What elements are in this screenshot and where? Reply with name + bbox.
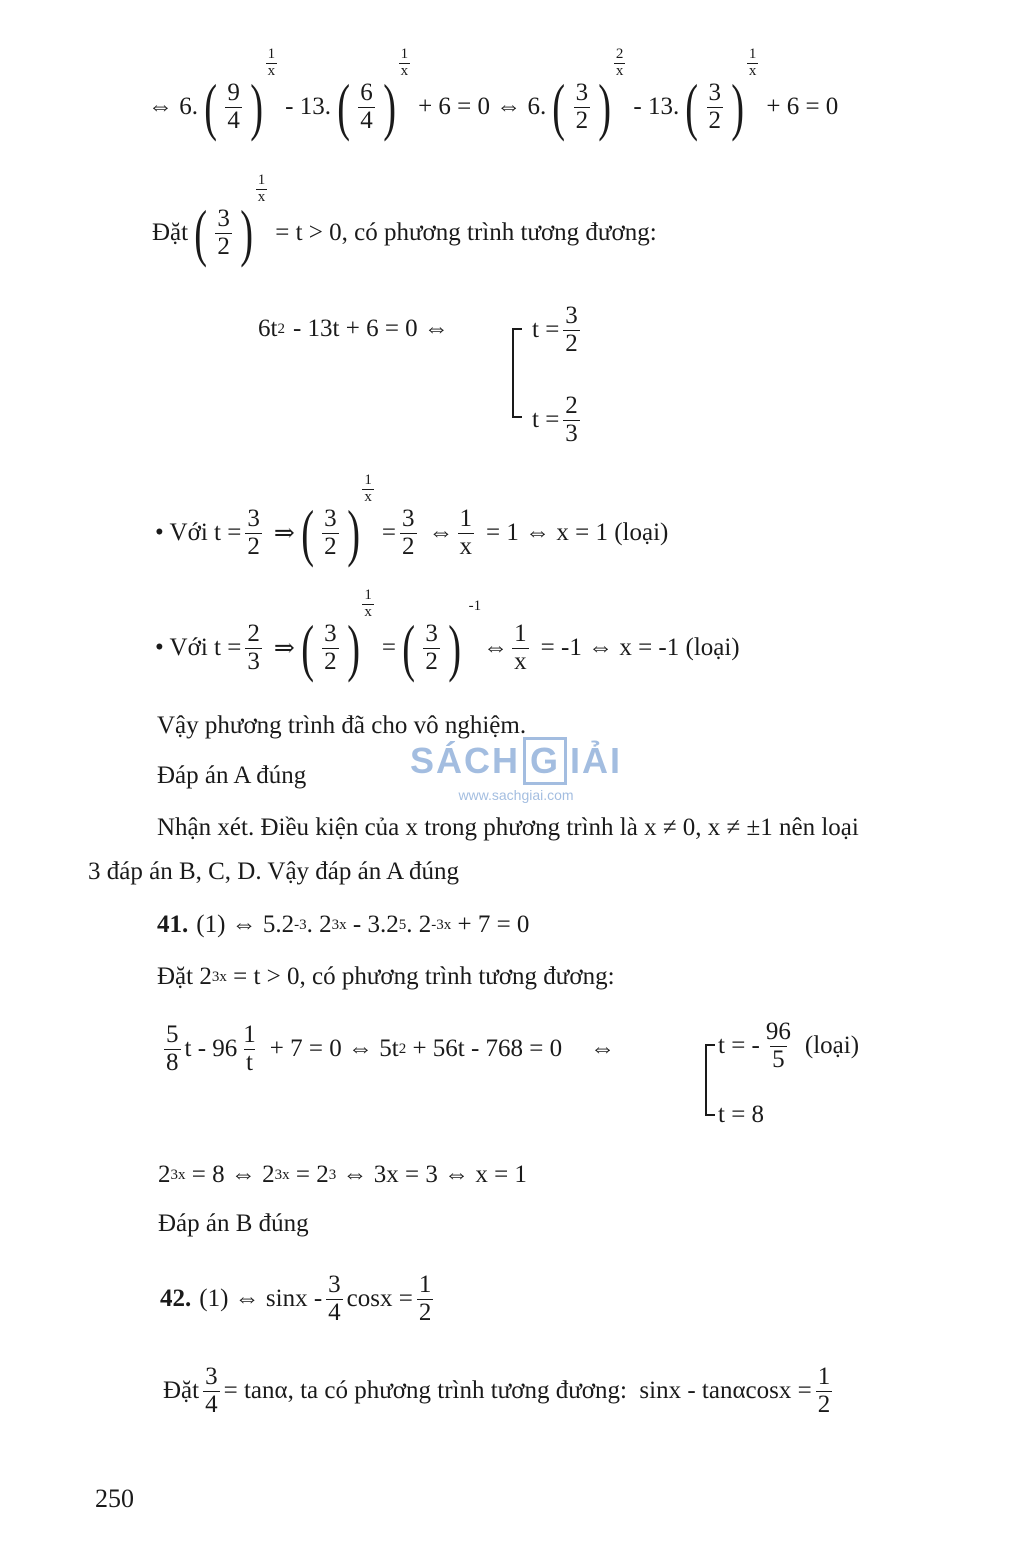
- iff-icon: ⇔: [590, 1035, 616, 1062]
- case2-tail: = -1 ⇔ x = -1 (loại): [540, 634, 740, 661]
- q41-set-a: Đặt 2: [157, 963, 212, 990]
- q41-c: - 3.2: [346, 911, 399, 938]
- q41-sol-a: 2: [158, 1161, 171, 1188]
- q41-f1: $\frac{5}{8}$: [166, 1021, 179, 1076]
- sol1-frac: $\frac{3}{2}$: [565, 302, 578, 357]
- eq1-m1: - 13.: [285, 93, 331, 120]
- q41-m2: + 7 = 0 ⇔ 5t: [269, 1035, 399, 1062]
- power-6-4: ( $\frac{6}{4}$ ) $\frac{1}{x}$: [337, 46, 409, 142]
- q42-b: cosx =: [346, 1285, 413, 1312]
- quad-rest: - 13t + 6 = 0 ⇔: [292, 315, 449, 342]
- q41-substitution: Đặt 2 3x = t > 0, có phương trình tương đương:: [157, 963, 615, 990]
- problem-42-line: [160, 1264, 437, 1334]
- case1-lead: • Với t =: [155, 519, 242, 546]
- q42-substitution: [163, 1356, 836, 1426]
- case1-f3: $\frac{3}{2}$: [402, 505, 415, 560]
- answer-b-text: Đáp án B đúng: [158, 1210, 309, 1237]
- substitution-line: [152, 172, 657, 278]
- case2-lead: • Với t =: [155, 634, 242, 661]
- q41-sol-c: = 2: [289, 1161, 329, 1188]
- power-3-2-b: ( $\frac{3}{2}$ ) $\frac{1}{x}$: [685, 46, 757, 142]
- q41-m1: t - 96: [184, 1035, 238, 1062]
- q41-s1-lead: t = -: [718, 1032, 760, 1059]
- q41-sol-d: ⇔ 3x = 3 ⇔ x = 1: [336, 1161, 527, 1188]
- q42-set-b: = tanα, ta có phương trình tương đương: sinx - tanαcosx =: [223, 1377, 812, 1404]
- quadratic-equation: 6t 2 - 13t + 6 = 0 ⇔: [258, 315, 449, 342]
- sol2-lead: t =: [532, 406, 560, 433]
- case2-f4: $\frac{1}{x}$: [514, 620, 527, 675]
- case1-f4: $\frac{1}{x}$: [459, 505, 473, 560]
- eq1-m2: + 6 = 0 ⇔ 6.: [418, 93, 547, 120]
- answer-a-text: Đáp án A đúng: [157, 762, 307, 789]
- iff-icon: ⇔: [428, 519, 454, 546]
- q42-set-f1: $\frac{3}{4}$: [205, 1363, 218, 1418]
- problem-41-number: 41.: [157, 911, 189, 938]
- case1-tail: = 1 ⇔ x = 1 (loại): [486, 519, 669, 546]
- q41-equation: $\frac{5}{8}$ t - 96 $\frac{1}{t}$ + 7 = 0 ⇔ 5t 2 + 56t - 768 = 0 ⇔: [166, 1021, 616, 1076]
- q42-f2: $\frac{1}{2}$: [418, 1271, 432, 1326]
- q41-s1-frac: $\frac{96}{5}$: [765, 1018, 791, 1073]
- q41-set-b: = t > 0, có phương trình tương đương:: [226, 963, 615, 990]
- q41-solution-1: [718, 1012, 859, 1080]
- set-lead: Đặt: [152, 219, 189, 246]
- problem-41-line: 41. (1) ⇔ 5.2 -3 . 2 3x - 3.2 5 . 2 -3x + 7 = 0: [157, 911, 530, 938]
- q41-solution-2: t = 8: [718, 1101, 765, 1128]
- case1-eq: =: [381, 519, 397, 546]
- power-3-2-set: ( $\frac{3}{2}$ ) $\frac{1}{x}$: [194, 172, 266, 268]
- power-3-2-a: ( $\frac{3}{2}$ ) $\frac{2}{x}$: [552, 46, 624, 142]
- q41-f2: $\frac{1}{t}$: [243, 1021, 256, 1076]
- solution-bracket-1: [512, 328, 514, 418]
- q42-set-a: Đặt: [163, 1377, 200, 1404]
- set-tail: = t > 0, có phương trình tương đương:: [275, 219, 657, 246]
- page-number: 250: [95, 1484, 134, 1513]
- q41-m3: + 56t - 768 = 0: [406, 1035, 563, 1062]
- case1-f1: $\frac{3}{2}$: [247, 505, 260, 560]
- case2-power-neg: ( $\frac{3}{2}$ ) -1: [402, 598, 482, 683]
- q42-f1: $\frac{3}{4}$: [328, 1271, 341, 1326]
- case2-f1: $\frac{2}{3}$: [247, 620, 260, 675]
- solution-bracket-2: [705, 1044, 707, 1116]
- q41-e: + 7 = 0: [451, 911, 530, 938]
- implies-icon: ⇒: [273, 520, 295, 547]
- q42-set-f2: $\frac{1}{2}$: [817, 1363, 831, 1418]
- q41-final: 2 3x = 8 ⇔ 2 3x = 2 3 ⇔ 3x = 3 ⇔ x = 1: [158, 1161, 527, 1188]
- eq1-m3: - 13.: [633, 93, 680, 120]
- problem-42-number: 42.: [160, 1285, 192, 1312]
- case2-eq: =: [381, 634, 397, 661]
- case1-power: ( $\frac{3}{2}$ ) $\frac{1}{x}$: [301, 472, 372, 568]
- remark-text-1: Nhận xét. Điều kiện của x trong phương trình là x ≠ 0, x ≠ ±1 nên loại: [157, 814, 859, 841]
- equation-line-1: [148, 46, 839, 152]
- solution-t-3-2: [532, 298, 584, 362]
- q41-sol-b: = 8 ⇔ 2: [185, 1161, 275, 1188]
- sol2-frac: $\frac{2}{3}$: [565, 392, 578, 447]
- sol1-lead: t =: [532, 316, 560, 343]
- conclusion-text: Vậy phương trình đã cho vô nghiệm.: [157, 712, 527, 739]
- quad-6t: 6t: [258, 315, 278, 342]
- case2-power: ( $\frac{3}{2}$ ) $\frac{1}{x}$: [301, 587, 372, 683]
- q41-a: (1) ⇔ 5.2: [196, 911, 295, 938]
- q41-d: . 2: [406, 911, 432, 938]
- q41-s1-tail: (loại): [804, 1032, 860, 1059]
- q41-b: . 2: [306, 911, 332, 938]
- implies-icon: ⇒: [273, 635, 295, 662]
- iff-icon: ⇔: [483, 634, 509, 661]
- case-t-3-2: [155, 472, 669, 576]
- eq1-lead: ⇔ 6.: [148, 93, 198, 120]
- case-t-2-3: [155, 587, 740, 692]
- eq1-tail: + 6 = 0: [766, 93, 839, 120]
- solution-t-2-3: [532, 388, 584, 452]
- remark-text-2: 3 đáp án B, C, D. Vậy đáp án A đúng: [88, 858, 460, 885]
- q42-a: (1) ⇔ sinx -: [199, 1285, 323, 1312]
- power-9-4: ( $\frac{9}{4}$ ) $\frac{1}{x}$: [204, 46, 276, 142]
- watermark-logo: SÁCH G IẢI www.sachgiai.com: [410, 737, 622, 803]
